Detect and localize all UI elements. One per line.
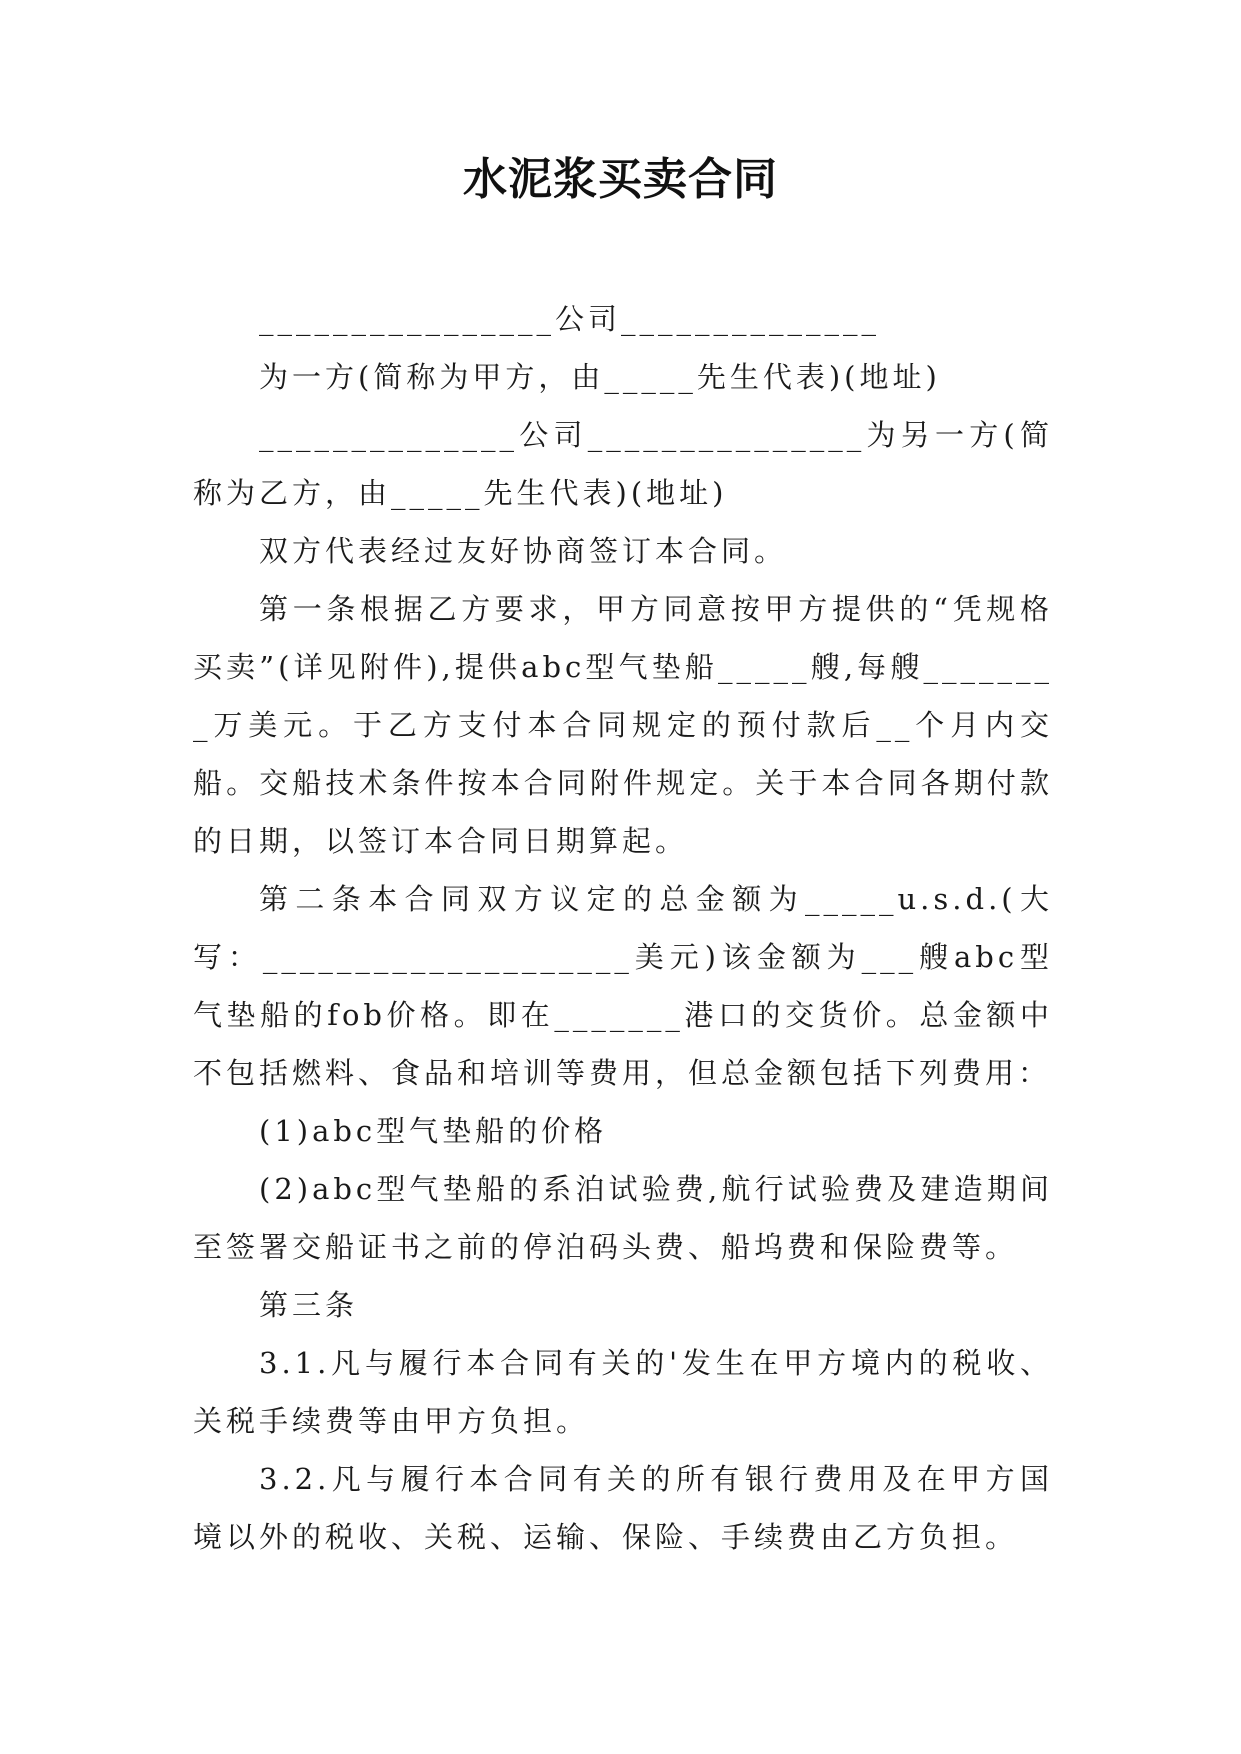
article-2-item-1: (1)abc型气垫船的价格	[259, 1114, 608, 1148]
document-title: 水泥浆买卖合同	[463, 154, 778, 205]
party-a-company-line: ________________公司______________	[259, 302, 881, 336]
article-3-1: 3.1.凡与履行本合同有关的'发生在甲方境内的税收、关税手续费等由甲方负担。	[193, 1346, 1053, 1438]
article-3-heading: 第三条	[259, 1288, 359, 1322]
article-2-item-2: (2)abc型气垫船的系泊试验费,航行试验费及建造期间至签署交船证书之前的停泊码头费、船坞费和保险费等。	[193, 1172, 1053, 1264]
article-2: 第二条本合同双方议定的总金额为_____u.s.d.(大写：____________________美元)该金额为___艘abc型气垫船的fob价格。即在_______港口的交货价。总金额中不包括燃料、食品和培训等费用，但总金额包括下列费用：	[193, 882, 1053, 1090]
party-a-description: 为一方(简称为甲方，由_____先生代表)(地址)	[259, 360, 941, 394]
negotiation-statement: 双方代表经过友好协商签订本合同。	[259, 534, 788, 568]
document-body	[193, 290, 1053, 1566]
party-b-description: ______________公司_______________为另一方(简称为乙方，由_____先生代表)(地址)	[193, 418, 1053, 510]
article-1: 第一条根据乙方要求，甲方同意按甲方提供的“凭规格买卖”(详见附件),提供abc型气垫船_____艘,每艘________万美元。于乙方支付本合同规定的预付款后__个月内交船。交船技术条件按本合同附件规定。关于本合同各期付款的日期，以签订本合同日期算起。	[193, 592, 1053, 858]
article-3-2: 3.2.凡与履行本合同有关的所有银行费用及在甲方国境以外的税收、关税、运输、保险、手续费由乙方负担。	[193, 1462, 1053, 1554]
